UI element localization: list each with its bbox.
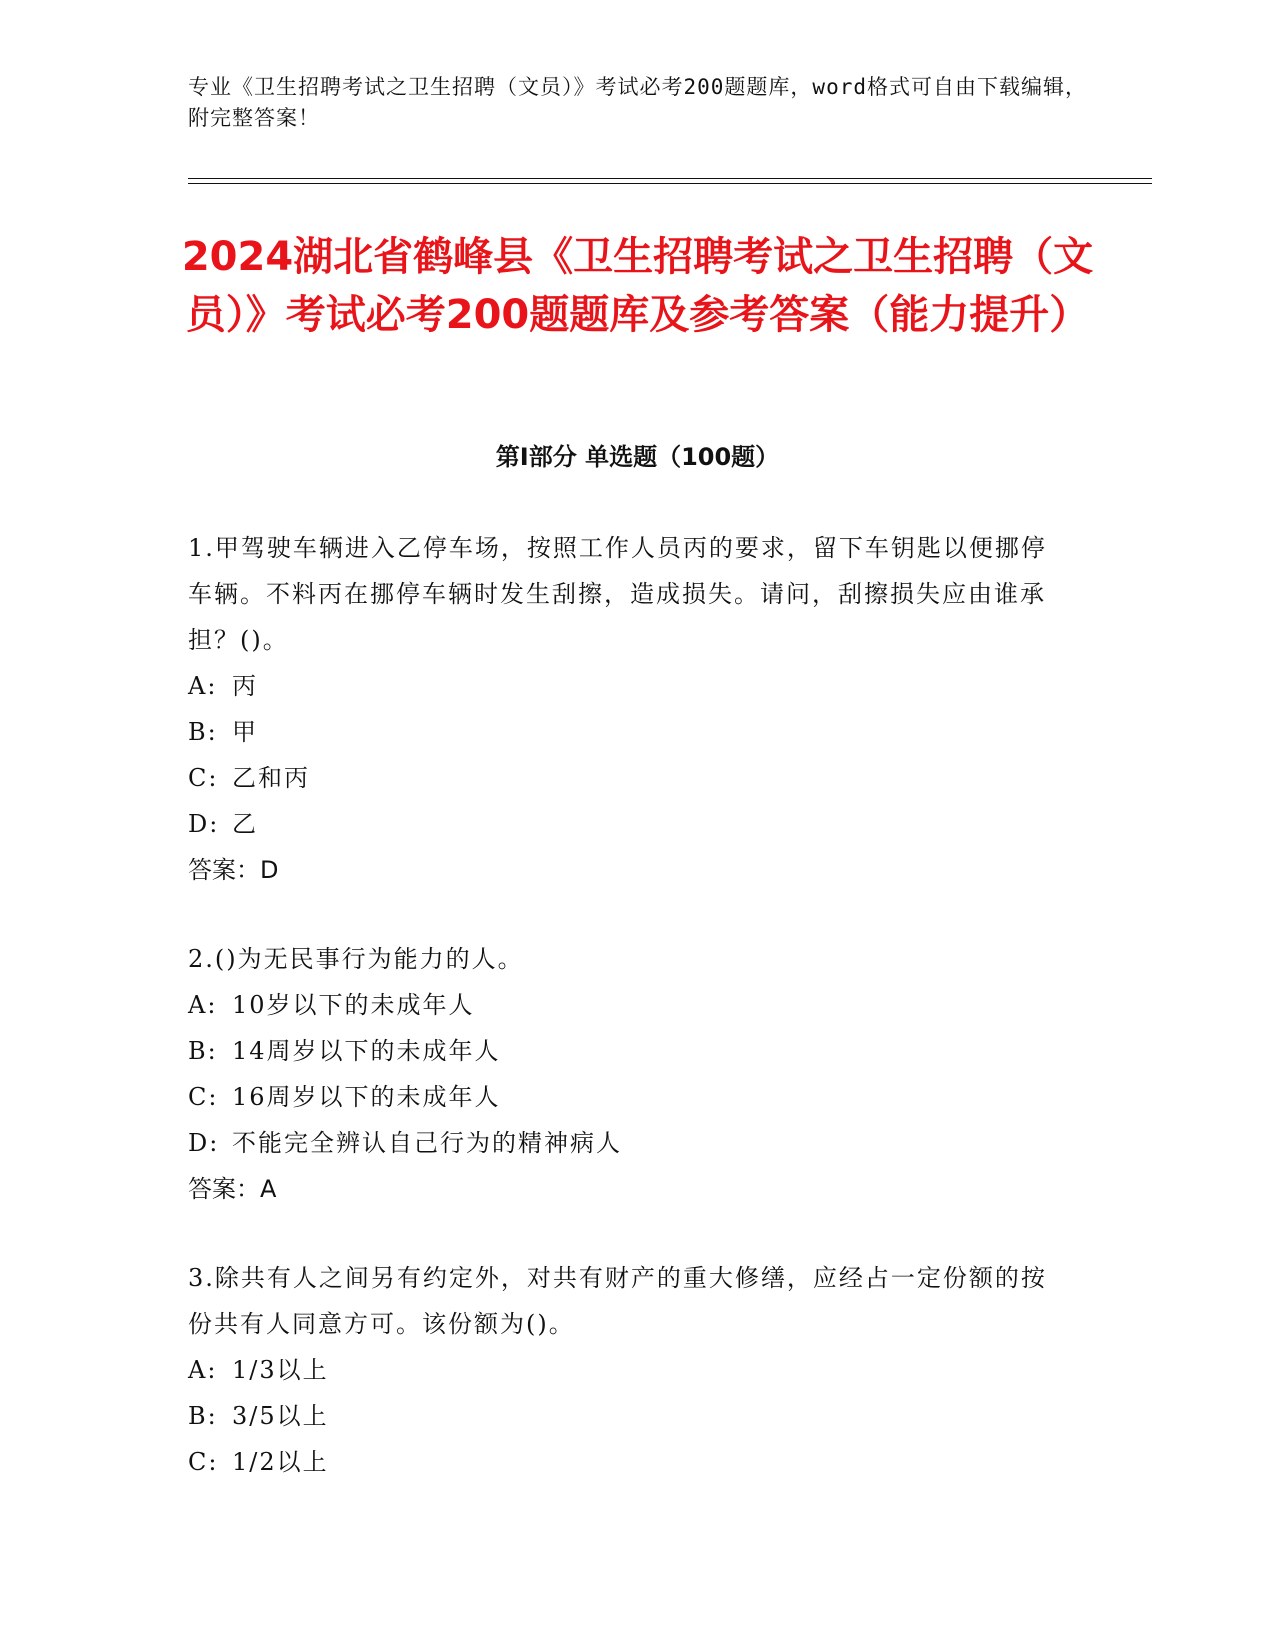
option-key: A: — [188, 672, 218, 700]
option-text: 甲 — [232, 718, 258, 746]
question-list — [188, 525, 1068, 1528]
option-key: C: — [188, 1448, 219, 1476]
option-b — [188, 709, 1068, 755]
answer-line: 答案：A — [188, 1175, 277, 1203]
option-c — [188, 1439, 1068, 1485]
option-key: A: — [188, 1356, 218, 1384]
question-3 — [188, 1255, 1068, 1485]
question-text: 3.除共有人之间另有约定外，对共有财产的重大修缮，应经占一定份额的按份共有人同意方可。该份额为()。 — [188, 1264, 1047, 1338]
option-key: B: — [188, 1037, 218, 1065]
option-key: B: — [188, 1402, 218, 1430]
option-c — [188, 1074, 1068, 1120]
option-b — [188, 1028, 1068, 1074]
option-text: 乙 — [232, 810, 258, 838]
option-d — [188, 801, 1068, 847]
option-text: 1/2以上 — [232, 1448, 329, 1476]
header-divider-top — [188, 178, 1152, 179]
option-text: 3/5以上 — [232, 1402, 329, 1430]
option-text: 不能完全辨认自己行为的精神病人 — [232, 1129, 622, 1157]
option-key: C: — [188, 1083, 219, 1111]
option-text: 乙和丙 — [232, 764, 310, 792]
question-1 — [188, 525, 1068, 893]
option-key: C: — [188, 764, 219, 792]
question-text: 2.()为无民事行为能力的人。 — [188, 945, 524, 973]
option-key: D: — [188, 810, 220, 838]
option-b — [188, 1393, 1068, 1439]
option-key: B: — [188, 718, 218, 746]
option-text: 10岁以下的未成年人 — [232, 991, 475, 1019]
option-key: D: — [188, 1129, 220, 1157]
option-a — [188, 1347, 1068, 1393]
question-text: 1.甲驾驶车辆进入乙停车场，按照工作人员丙的要求，留下车钥匙以便挪停车辆。不料丙在挪停车辆时发生刮擦，造成损失。请问，刮擦损失应由谁承担？()。 — [188, 534, 1047, 654]
option-text: 14周岁以下的未成年人 — [232, 1037, 501, 1065]
option-key: A: — [188, 991, 218, 1019]
option-text: 丙 — [232, 672, 258, 700]
header-divider-bottom — [188, 183, 1152, 184]
question-2 — [188, 936, 1068, 1212]
option-d — [188, 1120, 1068, 1166]
answer-line: 答案：D — [188, 856, 279, 884]
option-text: 16周岁以下的未成年人 — [232, 1083, 501, 1111]
section-heading: 第I部分 单选题（100题） — [495, 443, 780, 471]
option-c — [188, 755, 1068, 801]
option-text: 1/3以上 — [232, 1356, 329, 1384]
option-a — [188, 982, 1068, 1028]
header-note: 专业《卫生招聘考试之卫生招聘（文员）》考试必考200题题库，word格式可自由下载编辑，附完整答案！ — [188, 75, 1087, 130]
option-a — [188, 663, 1068, 709]
document-title: 2024湖北省鹤峰县《卫生招聘考试之卫生招聘（文员）》考试必考200题题库及参考答案（能力提升） — [181, 234, 1094, 338]
